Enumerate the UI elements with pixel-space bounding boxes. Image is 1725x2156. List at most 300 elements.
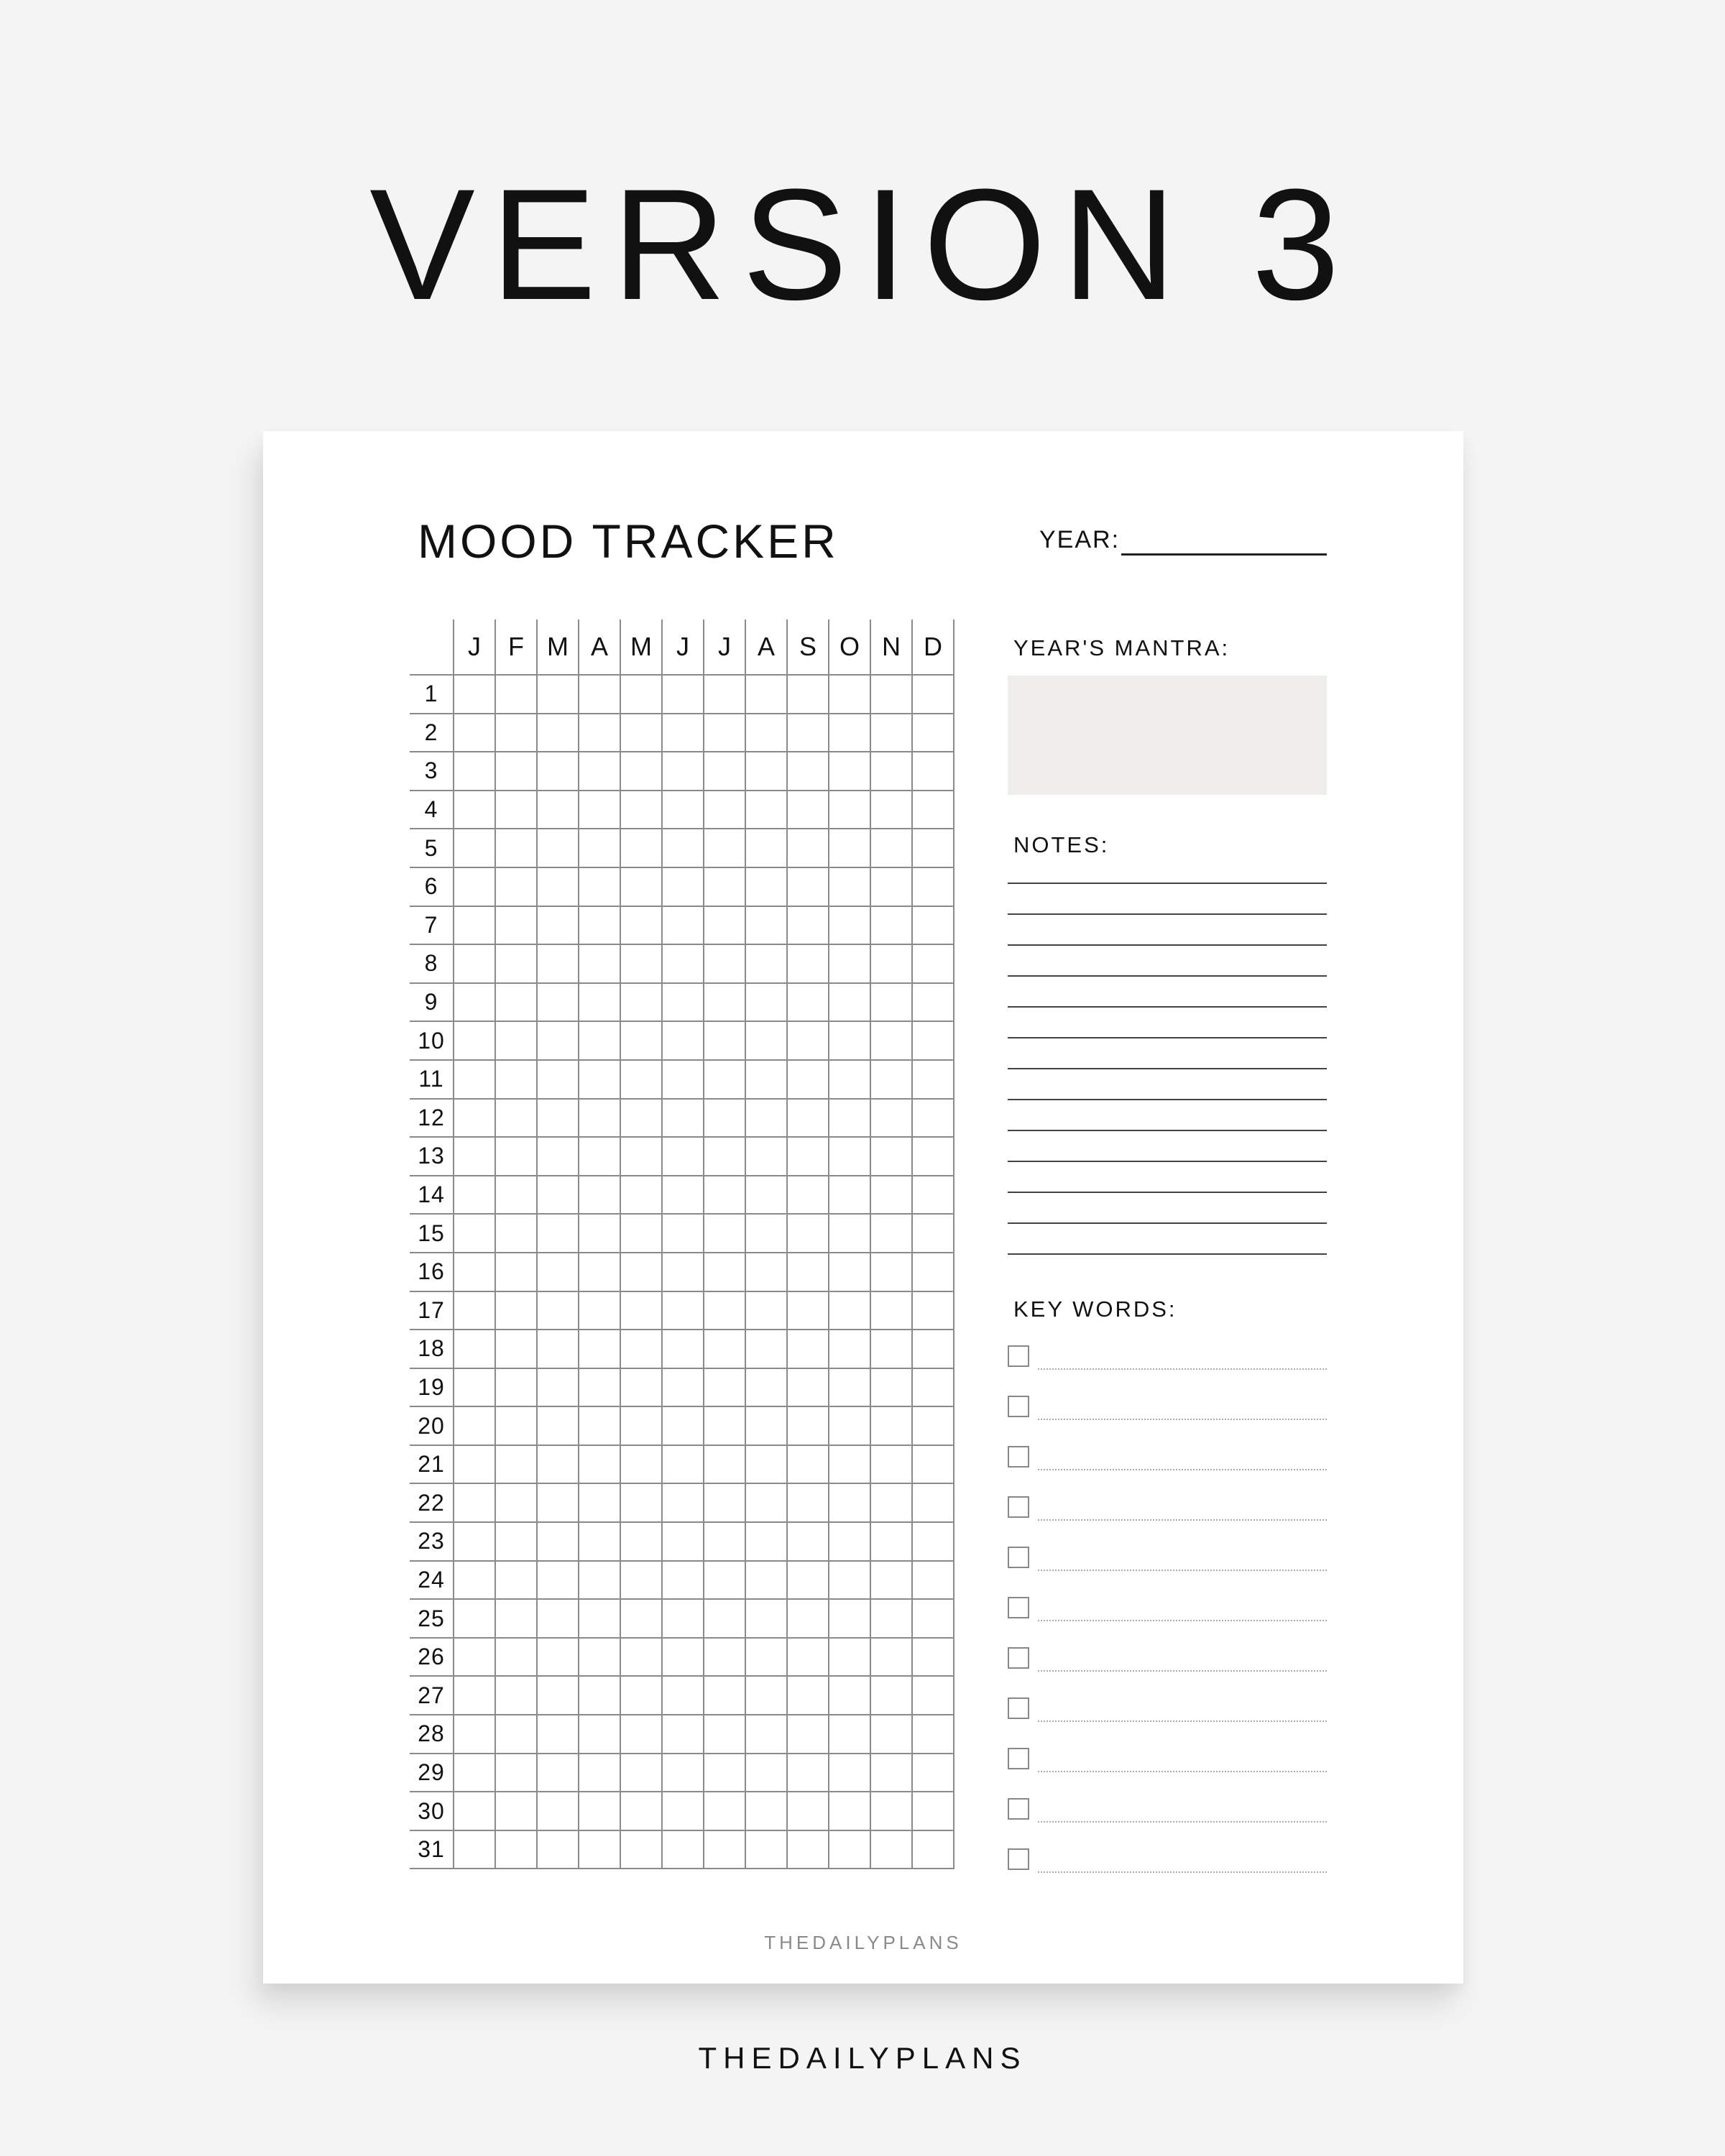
mood-cell[interactable] — [579, 983, 620, 1022]
mood-cell[interactable] — [912, 1830, 954, 1869]
mood-cell[interactable] — [537, 1754, 579, 1792]
keyword-checkbox[interactable] — [1008, 1748, 1029, 1769]
note-line[interactable] — [1008, 1253, 1327, 1255]
mood-cell[interactable] — [537, 944, 579, 983]
mood-cell[interactable] — [745, 1715, 787, 1754]
mood-cell[interactable] — [620, 944, 662, 983]
mood-cell[interactable] — [704, 1368, 745, 1407]
mood-cell[interactable] — [787, 1754, 829, 1792]
mood-cell[interactable] — [579, 906, 620, 945]
mood-cell[interactable] — [745, 1099, 787, 1138]
mood-cell[interactable] — [537, 1099, 579, 1138]
mood-cell[interactable] — [704, 1715, 745, 1754]
mood-cell[interactable] — [787, 1599, 829, 1638]
mood-cell[interactable] — [537, 1522, 579, 1561]
mood-cell[interactable] — [537, 1830, 579, 1869]
mood-cell[interactable] — [912, 1060, 954, 1099]
mood-cell[interactable] — [495, 1522, 537, 1561]
mood-cell[interactable] — [704, 791, 745, 829]
keyword-line[interactable] — [1038, 1821, 1327, 1823]
mood-cell[interactable] — [745, 1406, 787, 1445]
mood-cell[interactable] — [704, 867, 745, 906]
note-line[interactable] — [1008, 944, 1327, 946]
mood-cell[interactable] — [662, 791, 704, 829]
mood-cell[interactable] — [787, 714, 829, 752]
mood-cell[interactable] — [829, 983, 870, 1022]
mood-cell[interactable] — [454, 1176, 495, 1215]
mood-cell[interactable] — [829, 675, 870, 714]
note-line[interactable] — [1008, 1037, 1327, 1038]
mood-cell[interactable] — [870, 1099, 912, 1138]
mood-cell[interactable] — [495, 1137, 537, 1176]
mood-cell[interactable] — [495, 1754, 537, 1792]
mood-cell[interactable] — [454, 1099, 495, 1138]
keyword-line[interactable] — [1038, 1871, 1327, 1873]
mood-cell[interactable] — [454, 1368, 495, 1407]
mood-cell[interactable] — [620, 1099, 662, 1138]
mood-cell[interactable] — [579, 1676, 620, 1715]
mood-cell[interactable] — [912, 1715, 954, 1754]
mood-cell[interactable] — [579, 1368, 620, 1407]
mood-cell[interactable] — [579, 1754, 620, 1792]
mood-cell[interactable] — [620, 714, 662, 752]
mood-cell[interactable] — [620, 1137, 662, 1176]
mood-cell[interactable] — [579, 1330, 620, 1368]
mood-cell[interactable] — [579, 1291, 620, 1330]
keyword-checkbox[interactable] — [1008, 1848, 1029, 1870]
mood-cell[interactable] — [537, 1406, 579, 1445]
mood-cell[interactable] — [829, 1291, 870, 1330]
mood-cell[interactable] — [787, 1137, 829, 1176]
mood-cell[interactable] — [537, 1792, 579, 1830]
mood-cell[interactable] — [829, 1792, 870, 1830]
mood-cell[interactable] — [870, 1522, 912, 1561]
mood-cell[interactable] — [662, 1176, 704, 1215]
mood-cell[interactable] — [829, 1137, 870, 1176]
mood-cell[interactable] — [704, 983, 745, 1022]
mood-cell[interactable] — [662, 1754, 704, 1792]
mood-cell[interactable] — [745, 1638, 787, 1677]
mood-cell[interactable] — [745, 752, 787, 791]
mood-cell[interactable] — [495, 675, 537, 714]
mood-cell[interactable] — [912, 1330, 954, 1368]
mood-cell[interactable] — [870, 1060, 912, 1099]
mood-cell[interactable] — [537, 1137, 579, 1176]
mood-cell[interactable] — [537, 1561, 579, 1600]
mood-cell[interactable] — [620, 1638, 662, 1677]
mood-cell[interactable] — [870, 714, 912, 752]
mood-cell[interactable] — [745, 1253, 787, 1291]
mood-cell[interactable] — [495, 1176, 537, 1215]
mood-cell[interactable] — [454, 1483, 495, 1522]
mood-cell[interactable] — [495, 1021, 537, 1060]
mood-cell[interactable] — [454, 752, 495, 791]
mood-cell[interactable] — [704, 714, 745, 752]
mood-cell[interactable] — [537, 1368, 579, 1407]
mood-cell[interactable] — [704, 1291, 745, 1330]
mood-cell[interactable] — [579, 675, 620, 714]
mood-cell[interactable] — [495, 1483, 537, 1522]
mood-cell[interactable] — [579, 1137, 620, 1176]
mood-cell[interactable] — [829, 867, 870, 906]
mood-cell[interactable] — [620, 983, 662, 1022]
mood-cell[interactable] — [745, 867, 787, 906]
mood-cell[interactable] — [537, 1021, 579, 1060]
mood-cell[interactable] — [579, 867, 620, 906]
note-line[interactable] — [1008, 1192, 1327, 1193]
mood-cell[interactable] — [912, 675, 954, 714]
mood-cell[interactable] — [745, 1214, 787, 1253]
mood-cell[interactable] — [537, 1638, 579, 1677]
mood-cell[interactable] — [537, 1214, 579, 1253]
mood-cell[interactable] — [829, 829, 870, 867]
mood-cell[interactable] — [537, 1253, 579, 1291]
mood-cell[interactable] — [704, 1060, 745, 1099]
mood-cell[interactable] — [454, 1676, 495, 1715]
mood-cell[interactable] — [704, 1137, 745, 1176]
mood-cell[interactable] — [829, 1406, 870, 1445]
mood-cell[interactable] — [537, 1060, 579, 1099]
mood-cell[interactable] — [745, 1522, 787, 1561]
keyword-line[interactable] — [1038, 1419, 1327, 1420]
mood-cell[interactable] — [495, 1368, 537, 1407]
mood-cell[interactable] — [787, 1253, 829, 1291]
mood-cell[interactable] — [620, 1754, 662, 1792]
mood-cell[interactable] — [454, 1445, 495, 1484]
mood-cell[interactable] — [495, 944, 537, 983]
mood-cell[interactable] — [537, 983, 579, 1022]
mood-cell[interactable] — [745, 1060, 787, 1099]
mood-cell[interactable] — [620, 1368, 662, 1407]
mood-cell[interactable] — [495, 906, 537, 945]
mood-cell[interactable] — [579, 1715, 620, 1754]
mood-cell[interactable] — [704, 675, 745, 714]
mood-cell[interactable] — [620, 1599, 662, 1638]
mood-cell[interactable] — [495, 1253, 537, 1291]
mood-cell[interactable] — [495, 983, 537, 1022]
mood-cell[interactable] — [579, 1638, 620, 1677]
mood-cell[interactable] — [620, 1291, 662, 1330]
mood-cell[interactable] — [662, 1291, 704, 1330]
mood-cell[interactable] — [495, 867, 537, 906]
mood-cell[interactable] — [495, 1406, 537, 1445]
mood-cell[interactable] — [829, 1715, 870, 1754]
mood-cell[interactable] — [704, 1483, 745, 1522]
mood-cell[interactable] — [454, 1522, 495, 1561]
mood-cell[interactable] — [704, 1522, 745, 1561]
mood-cell[interactable] — [454, 1638, 495, 1677]
mood-cell[interactable] — [537, 1715, 579, 1754]
mood-cell[interactable] — [870, 675, 912, 714]
mood-cell[interactable] — [704, 752, 745, 791]
mood-cell[interactable] — [912, 1253, 954, 1291]
mood-cell[interactable] — [495, 1291, 537, 1330]
mood-cell[interactable] — [537, 714, 579, 752]
mood-cell[interactable] — [912, 1522, 954, 1561]
mood-cell[interactable] — [579, 1445, 620, 1484]
note-line[interactable] — [1008, 883, 1327, 884]
mood-cell[interactable] — [912, 1291, 954, 1330]
keyword-line[interactable] — [1038, 1368, 1327, 1370]
mood-cell[interactable] — [495, 1599, 537, 1638]
mood-cell[interactable] — [912, 1406, 954, 1445]
mood-cell[interactable] — [829, 944, 870, 983]
mood-cell[interactable] — [870, 1599, 912, 1638]
mood-cell[interactable] — [745, 1483, 787, 1522]
mood-cell[interactable] — [787, 1060, 829, 1099]
mood-cell[interactable] — [620, 1060, 662, 1099]
keyword-checkbox[interactable] — [1008, 1647, 1029, 1669]
mood-cell[interactable] — [745, 944, 787, 983]
note-line[interactable] — [1008, 913, 1327, 915]
mood-cell[interactable] — [912, 1214, 954, 1253]
mood-cell[interactable] — [704, 1754, 745, 1792]
mood-cell[interactable] — [579, 829, 620, 867]
mood-cell[interactable] — [745, 1291, 787, 1330]
mood-cell[interactable] — [620, 1561, 662, 1600]
mood-cell[interactable] — [579, 752, 620, 791]
mood-cell[interactable] — [495, 791, 537, 829]
mood-cell[interactable] — [620, 791, 662, 829]
mood-cell[interactable] — [662, 1792, 704, 1830]
mood-cell[interactable] — [870, 1483, 912, 1522]
mood-cell[interactable] — [787, 1638, 829, 1677]
mood-cell[interactable] — [579, 1176, 620, 1215]
mood-cell[interactable] — [579, 1060, 620, 1099]
mood-cell[interactable] — [704, 1176, 745, 1215]
mood-cell[interactable] — [912, 1676, 954, 1715]
mood-cell[interactable] — [454, 906, 495, 945]
mood-cell[interactable] — [662, 1483, 704, 1522]
mood-cell[interactable] — [912, 1599, 954, 1638]
keyword-line[interactable] — [1038, 1469, 1327, 1470]
note-line[interactable] — [1008, 1006, 1327, 1008]
mood-cell[interactable] — [620, 1830, 662, 1869]
mood-cell[interactable] — [870, 1291, 912, 1330]
mood-cell[interactable] — [579, 1792, 620, 1830]
mood-cell[interactable] — [912, 791, 954, 829]
mood-cell[interactable] — [662, 1522, 704, 1561]
mood-cell[interactable] — [829, 752, 870, 791]
mood-cell[interactable] — [662, 1060, 704, 1099]
mood-cell[interactable] — [454, 1599, 495, 1638]
mood-cell[interactable] — [620, 1253, 662, 1291]
mood-cell[interactable] — [454, 1214, 495, 1253]
mood-cell[interactable] — [662, 714, 704, 752]
mood-cell[interactable] — [495, 1792, 537, 1830]
mood-cell[interactable] — [620, 1021, 662, 1060]
mood-cell[interactable] — [870, 1676, 912, 1715]
mood-cell[interactable] — [537, 1483, 579, 1522]
mood-cell[interactable] — [704, 1638, 745, 1677]
mood-cell[interactable] — [787, 1522, 829, 1561]
keyword-checkbox[interactable] — [1008, 1496, 1029, 1518]
mood-cell[interactable] — [662, 1599, 704, 1638]
mood-cell[interactable] — [620, 906, 662, 945]
mood-cell[interactable] — [704, 1214, 745, 1253]
mood-cell[interactable] — [620, 1715, 662, 1754]
mood-cell[interactable] — [870, 1406, 912, 1445]
mood-cell[interactable] — [454, 1021, 495, 1060]
note-line[interactable] — [1008, 1099, 1327, 1100]
mood-cell[interactable] — [537, 1291, 579, 1330]
mood-cell[interactable] — [704, 1792, 745, 1830]
mood-cell[interactable] — [829, 1060, 870, 1099]
mood-cell[interactable] — [870, 1445, 912, 1484]
mood-cell[interactable] — [620, 1792, 662, 1830]
mood-cell[interactable] — [454, 983, 495, 1022]
mood-cell[interactable] — [745, 1445, 787, 1484]
mood-cell[interactable] — [745, 1368, 787, 1407]
mood-cell[interactable] — [454, 1060, 495, 1099]
mood-cell[interactable] — [495, 1445, 537, 1484]
mood-cell[interactable] — [495, 1676, 537, 1715]
mood-cell[interactable] — [704, 1099, 745, 1138]
mood-cell[interactable] — [870, 944, 912, 983]
mood-cell[interactable] — [870, 1021, 912, 1060]
mood-cell[interactable] — [870, 829, 912, 867]
mood-cell[interactable] — [745, 1830, 787, 1869]
mood-cell[interactable] — [870, 1137, 912, 1176]
mood-cell[interactable] — [829, 1522, 870, 1561]
mood-cell[interactable] — [829, 1483, 870, 1522]
mood-cell[interactable] — [620, 1406, 662, 1445]
mood-cell[interactable] — [495, 1214, 537, 1253]
mood-cell[interactable] — [537, 1330, 579, 1368]
mood-cell[interactable] — [620, 1330, 662, 1368]
mood-cell[interactable] — [662, 906, 704, 945]
mood-cell[interactable] — [912, 906, 954, 945]
mood-cell[interactable] — [454, 791, 495, 829]
mood-cell[interactable] — [787, 1021, 829, 1060]
mood-cell[interactable] — [912, 1445, 954, 1484]
mood-cell[interactable] — [620, 752, 662, 791]
mood-cell[interactable] — [454, 675, 495, 714]
mantra-box[interactable] — [1008, 676, 1327, 795]
mood-cell[interactable] — [495, 1060, 537, 1099]
mood-cell[interactable] — [662, 944, 704, 983]
mood-cell[interactable] — [579, 1406, 620, 1445]
mood-cell[interactable] — [662, 1368, 704, 1407]
mood-cell[interactable] — [662, 1638, 704, 1677]
mood-cell[interactable] — [454, 1406, 495, 1445]
mood-cell[interactable] — [745, 791, 787, 829]
mood-cell[interactable] — [745, 675, 787, 714]
mood-cell[interactable] — [912, 1368, 954, 1407]
mood-cell[interactable] — [704, 1561, 745, 1600]
mood-cell[interactable] — [662, 983, 704, 1022]
mood-cell[interactable] — [870, 1253, 912, 1291]
mood-cell[interactable] — [787, 1406, 829, 1445]
mood-cell[interactable] — [870, 1830, 912, 1869]
mood-cell[interactable] — [662, 675, 704, 714]
mood-cell[interactable] — [870, 1715, 912, 1754]
keyword-checkbox[interactable] — [1008, 1798, 1029, 1820]
mood-cell[interactable] — [787, 1214, 829, 1253]
mood-cell[interactable] — [745, 1330, 787, 1368]
mood-cell[interactable] — [704, 944, 745, 983]
mood-cell[interactable] — [662, 1214, 704, 1253]
mood-cell[interactable] — [662, 1676, 704, 1715]
mood-cell[interactable] — [620, 1522, 662, 1561]
mood-cell[interactable] — [537, 675, 579, 714]
mood-cell[interactable] — [829, 1253, 870, 1291]
mood-cell[interactable] — [495, 1830, 537, 1869]
mood-cell[interactable] — [579, 1483, 620, 1522]
mood-cell[interactable] — [912, 983, 954, 1022]
mood-cell[interactable] — [454, 714, 495, 752]
mood-cell[interactable] — [620, 1445, 662, 1484]
mood-cell[interactable] — [579, 1561, 620, 1600]
mood-cell[interactable] — [745, 1792, 787, 1830]
mood-cell[interactable] — [537, 1176, 579, 1215]
mood-cell[interactable] — [454, 829, 495, 867]
mood-cell[interactable] — [745, 1176, 787, 1215]
mood-cell[interactable] — [829, 1176, 870, 1215]
mood-cell[interactable] — [620, 829, 662, 867]
mood-cell[interactable] — [787, 1176, 829, 1215]
mood-cell[interactable] — [662, 1137, 704, 1176]
mood-cell[interactable] — [495, 1561, 537, 1600]
mood-cell[interactable] — [537, 1445, 579, 1484]
mood-cell[interactable] — [787, 867, 829, 906]
mood-cell[interactable] — [870, 1561, 912, 1600]
mood-cell[interactable] — [787, 1830, 829, 1869]
mood-cell[interactable] — [829, 1599, 870, 1638]
mood-cell[interactable] — [870, 791, 912, 829]
mood-cell[interactable] — [579, 791, 620, 829]
mood-cell[interactable] — [454, 1253, 495, 1291]
mood-cell[interactable] — [912, 1137, 954, 1176]
mood-cell[interactable] — [870, 1176, 912, 1215]
mood-cell[interactable] — [745, 1754, 787, 1792]
mood-cell[interactable] — [745, 1676, 787, 1715]
mood-cell[interactable] — [579, 1830, 620, 1869]
mood-cell[interactable] — [829, 1638, 870, 1677]
mood-cell[interactable] — [704, 1253, 745, 1291]
mood-cell[interactable] — [829, 906, 870, 945]
mood-cell[interactable] — [787, 944, 829, 983]
mood-cell[interactable] — [662, 1445, 704, 1484]
mood-cell[interactable] — [579, 944, 620, 983]
mood-cell[interactable] — [829, 1445, 870, 1484]
mood-cell[interactable] — [912, 1099, 954, 1138]
mood-cell[interactable] — [912, 752, 954, 791]
mood-cell[interactable] — [870, 867, 912, 906]
mood-cell[interactable] — [537, 752, 579, 791]
mood-cell[interactable] — [620, 1676, 662, 1715]
mood-cell[interactable] — [704, 1676, 745, 1715]
mood-cell[interactable] — [662, 1561, 704, 1600]
mood-cell[interactable] — [829, 1214, 870, 1253]
mood-cell[interactable] — [870, 906, 912, 945]
note-line[interactable] — [1008, 1068, 1327, 1069]
keyword-checkbox[interactable] — [1008, 1446, 1029, 1468]
mood-cell[interactable] — [537, 906, 579, 945]
keyword-checkbox[interactable] — [1008, 1547, 1029, 1568]
mood-cell[interactable] — [662, 1830, 704, 1869]
mood-cell[interactable] — [454, 1754, 495, 1792]
mood-cell[interactable] — [495, 1099, 537, 1138]
mood-cell[interactable] — [537, 829, 579, 867]
mood-cell[interactable] — [745, 906, 787, 945]
keyword-line[interactable] — [1038, 1720, 1327, 1722]
mood-cell[interactable] — [787, 1561, 829, 1600]
mood-cell[interactable] — [912, 1638, 954, 1677]
keyword-checkbox[interactable] — [1008, 1597, 1029, 1618]
mood-cell[interactable] — [787, 1715, 829, 1754]
mood-cell[interactable] — [704, 906, 745, 945]
